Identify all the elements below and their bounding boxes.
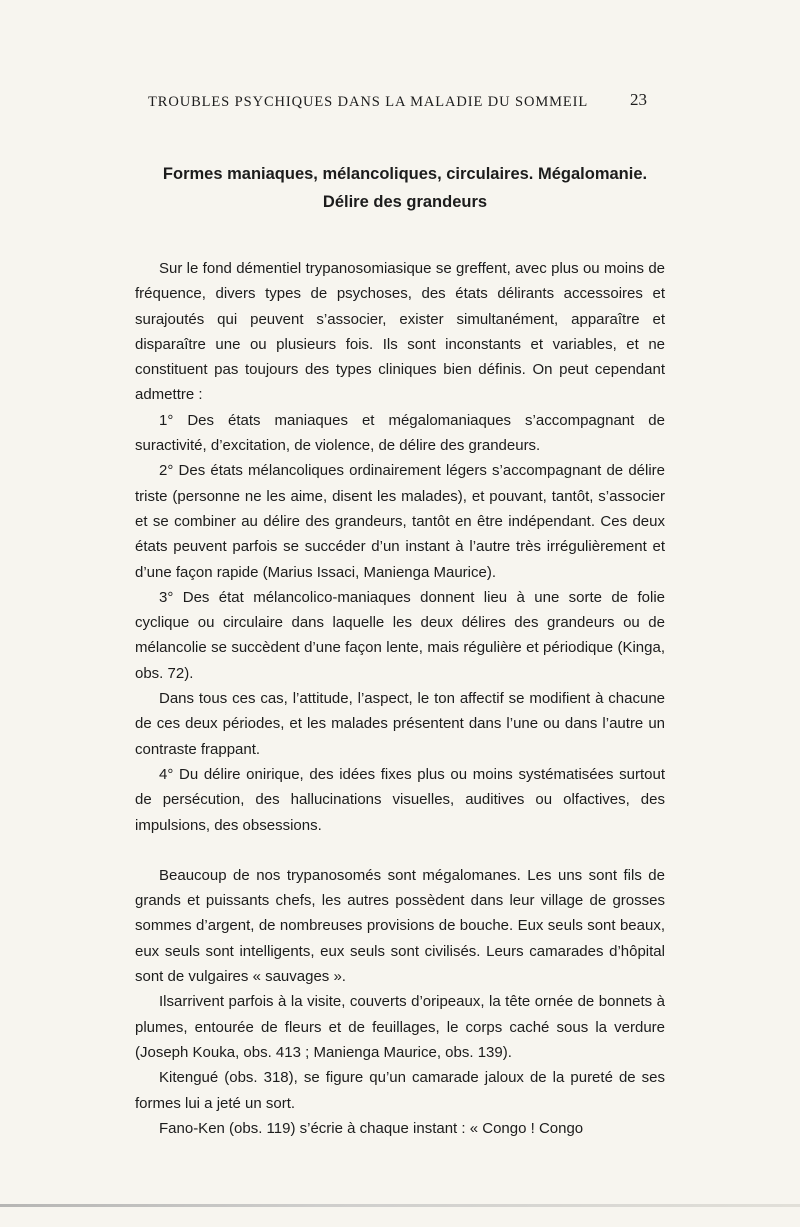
section-title-line-2: Délire des grandeurs xyxy=(322,193,488,211)
paragraph-intro: Sur le fond démentiel trypanosomiasique se greffent, avec plus ou moins de fréquence, divers types de psychoses, des états délirants accessoires et surajoutés qui peuvent s’associer, exister simultanément, apparaître et disparaître une ou plusieurs fois. Ils sont inconstants et variables, et ne constituent pas toujours des types cliniques bien définis. On peut cependant admettre : xyxy=(135,260,665,404)
section-title-line-1: Formes maniaques, mélancoliques, circulaires. Mégalomanie. xyxy=(162,165,648,183)
paragraph-visite: Ilsarrivent parfois à la visite, couverts d’oripeaux, la tête ornée de bonnets à plumes, entourée de fleurs et de feuillages, le corps caché sous la verdure (Joseph Kouka, obs. 413 ; Manienga Maurice, obs. 139). xyxy=(135,993,665,1061)
paragraph-item-3: 3° Des état mélancolico-maniaques donnent lieu à une sorte de folie cyclique ou circulaire dans laquelle les deux délires des grandeurs ou de mélancolie se succèdent d’une façon lente, mais régulière et périodique (Kinga, obs. 72). xyxy=(135,588,665,682)
paragraph-contrast: Dans tous ces cas, l’attitude, l’aspect, le ton affectif se modifient à chacune de ces deux périodes, et les malades présentent dans l’une ou dans l’autre un contraste frappant. xyxy=(135,690,665,758)
paragraph-item-2: 2° Des états mélancoliques ordinairement légers s’accompagnant de délire triste (personne ne les aime, disent les malades), et pouvant, tantôt, s’associer et se combiner au délire des grandeurs, tantôt en être indépendant. Ces deux états peuvent parfois se succéder d’un instant à l’autre très irrégulièrement et d’une façon rapide (Marius Issaci, Manienga Maurice). xyxy=(135,462,665,581)
section-title xyxy=(140,160,670,216)
paragraph-kitengue: Kitengué (obs. 318), se figure qu’un camarade jaloux de la pureté de ses formes lui a jeté un sort. xyxy=(135,1069,665,1112)
paragraph-megalomanes: Beaucoup de nos trypanosomés sont mégalomanes. Les uns sont fils de grands et puissants chefs, les autres possèdent dans leur village de grosses sommes d’argent, de nombreuses provisions de bouche. Eux seuls sont beaux, eux seuls sont intelligents, eux seuls sont civilisés. Leurs camarades d’hôpital sont de vulgaires « sauvages ». xyxy=(135,866,665,986)
paragraph-item-4: 4° Du délire onirique, des idées fixes plus ou moins systématisées surtout de persécution, des hallucinations visuelles, auditives ou olfactives, des impulsions, des obsessions. xyxy=(135,765,665,834)
page-number: 23 xyxy=(630,90,647,109)
running-head: TROUBLES PSYCHIQUES DANS LA MALADIE DU SOMMEIL xyxy=(148,94,589,110)
paragraph-item-1: 1° Des états maniaques et mégalomaniaques s’accompagnant de suractivité, d’excitation, de violence, de délire des grandeurs. xyxy=(135,411,665,455)
paragraph-fano-ken: Fano-Ken (obs. 119) s’écrie à chaque instant : « Congo ! Congo xyxy=(159,1119,584,1137)
body-text xyxy=(135,256,665,1141)
bottom-edge-line xyxy=(0,1204,800,1207)
